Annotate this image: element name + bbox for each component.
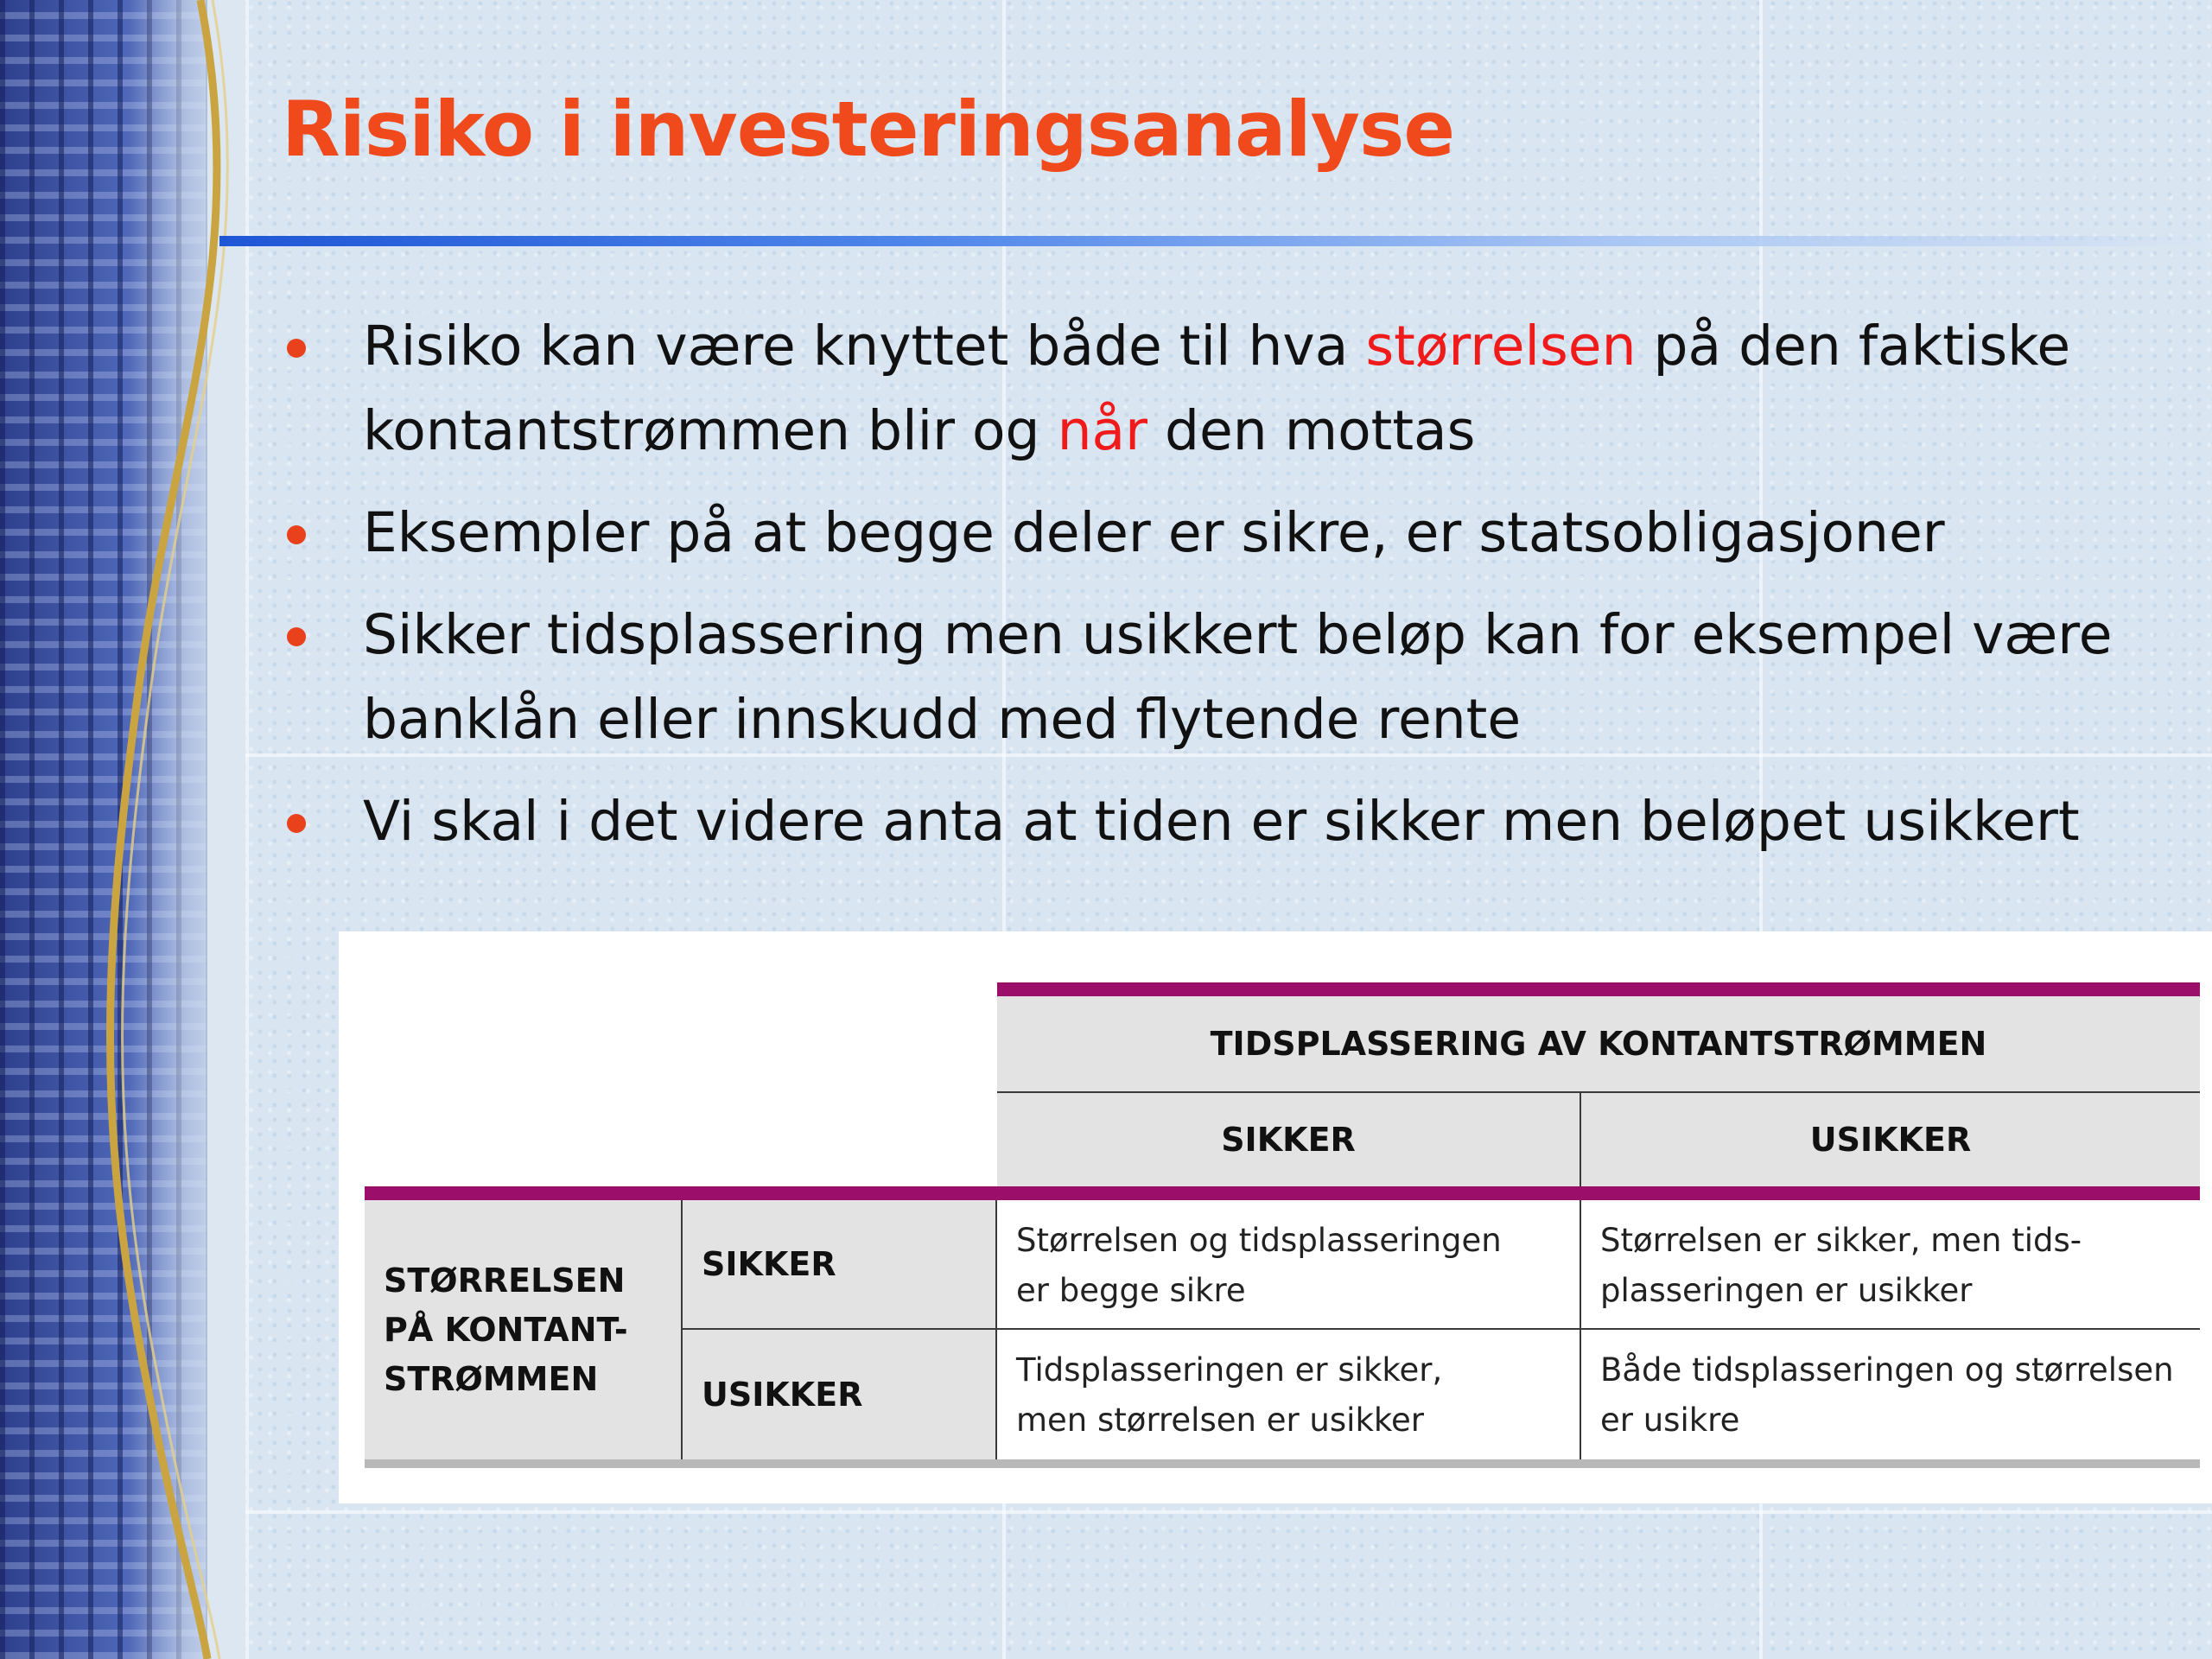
column-header-usikker: USIKKER (1581, 1093, 2200, 1186)
bullet-item-3 (282, 593, 2209, 762)
bullet-dot-icon (287, 525, 306, 544)
cell-size-sure-time-sure: Størrelsen og tidsplasseringen er begge sikre (997, 1200, 1580, 1328)
bullet-dot-icon (287, 814, 306, 833)
risk-matrix-panel (339, 931, 2212, 1503)
bullet-2-text: Eksempler på at begge deler er sikre, er statsobligasjoner (363, 501, 1945, 564)
row-header-usikker: USIKKER (683, 1330, 995, 1459)
bullet-item-2 (282, 491, 2209, 575)
risk-matrix-table (365, 982, 2200, 1468)
bullet-1-text-end: den mottas (1147, 399, 1476, 462)
bullet-dot-icon (287, 339, 306, 358)
table-header-accent (365, 1186, 2200, 1200)
row-group-header (365, 1200, 681, 1459)
bullet-item-4 (282, 779, 2209, 864)
bullet-3-text: Sikker tidsplassering men usikkert beløp kan for eksempel være banklån eller innskudd med flytende rente (363, 603, 2113, 751)
slide-title: Risiko i investeringsanalyse (282, 85, 1455, 174)
table-bottom-rule (365, 1459, 2200, 1468)
bullet-list (282, 304, 2209, 881)
bullet-1-text-middle: på den faktiske kontantstrømmen blir og (363, 315, 2071, 462)
table-top-accent (997, 982, 2200, 996)
row-header-sikker: SIKKER (683, 1200, 995, 1328)
bullet-4-text: Vi skal i det videre anta at tiden er sikker men beløpet usikkert (363, 790, 2080, 853)
bullet-1-highlight-size: størrelsen (1365, 315, 1637, 378)
bullet-1-highlight-when: når (1057, 399, 1147, 462)
cell-size-unsure-time-unsure: Både tidsplasseringen og størrelsen er usikre (1581, 1330, 2200, 1459)
bullet-1-text-start: Risiko kan være knyttet både til hva (363, 315, 1366, 378)
bullet-item-1 (282, 304, 2209, 474)
title-underline (219, 236, 2212, 246)
row-group-header-text: STØRRELSEN PÅ KONTANT- STRØMMEN (384, 1261, 628, 1398)
column-group-header: TIDSPLASSERING AV KONTANTSTRØMMEN (997, 996, 2200, 1091)
cell-size-sure-time-unsure: Størrelsen er sikker, men tids- plasseringen er usikker (1581, 1200, 2200, 1328)
decorative-gold-curve (0, 0, 259, 1659)
bullet-dot-icon (287, 627, 306, 646)
cell-size-unsure-time-sure: Tidsplasseringen er sikker, men størrelsen er usikker (997, 1330, 1580, 1459)
column-header-sikker: SIKKER (997, 1093, 1580, 1186)
